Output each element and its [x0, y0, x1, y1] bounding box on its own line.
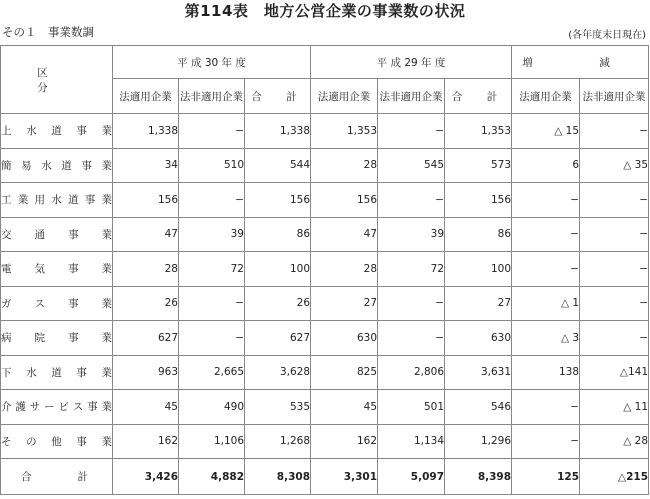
year-h29-header: 平 成 29 年 度 [311, 46, 512, 79]
total-cell: △215 [580, 459, 649, 495]
table-cell: 47 [311, 217, 378, 252]
table-cell: 45 [113, 390, 179, 425]
total-cell: 4,882 [179, 459, 245, 495]
table-cell: − [378, 114, 445, 149]
table-cell: 1,353 [445, 114, 512, 149]
table-row [1, 148, 649, 183]
table-cell: − [580, 114, 649, 149]
table-cell: △ 11 [580, 390, 649, 425]
table-cell: − [512, 390, 580, 425]
as-of-note: (各年度末日現在) [568, 30, 646, 41]
table-cell: 1,268 [245, 424, 311, 459]
col-header: 法非適用企業 [580, 79, 649, 114]
table-cell: − [580, 183, 649, 218]
table-cell: 2,665 [179, 355, 245, 390]
row-label: 電気事業 [1, 252, 113, 287]
total-cell: 3,426 [113, 459, 179, 495]
table-row [1, 183, 649, 218]
table-cell: 45 [311, 390, 378, 425]
total-row [1, 459, 649, 495]
row-label: 病院事業 [1, 321, 113, 356]
table-cell: 156 [245, 183, 311, 218]
table-cell: − [378, 321, 445, 356]
table-cell: 825 [311, 355, 378, 390]
table-cell: △141 [580, 355, 649, 390]
table-row [1, 424, 649, 459]
table-cell: − [512, 183, 580, 218]
table-cell: 963 [113, 355, 179, 390]
total-cell: 125 [512, 459, 580, 495]
table-cell: △ 28 [580, 424, 649, 459]
table-row [1, 390, 649, 425]
col-header: 合 計 [245, 79, 311, 114]
table-cell: 34 [113, 148, 179, 183]
table-cell: 545 [378, 148, 445, 183]
table-cell: 138 [512, 355, 580, 390]
row-label: 上水道事業 [1, 114, 113, 149]
total-cell: 5,097 [378, 459, 445, 495]
total-cell: 3,301 [311, 459, 378, 495]
table-cell: 630 [445, 321, 512, 356]
col-header: 法適用企業 [311, 79, 378, 114]
row-label: 交通事業 [1, 217, 113, 252]
table-cell: △ 15 [512, 114, 580, 149]
table-cell: 490 [179, 390, 245, 425]
table-subtitle: その１ 事業数調 [2, 25, 94, 39]
table-cell: − [378, 286, 445, 321]
table-cell: 1,338 [113, 114, 179, 149]
total-label: 合計 [1, 459, 113, 495]
change-header: 増 減 [512, 46, 649, 79]
table-cell: 28 [113, 252, 179, 287]
table-cell: 6 [512, 148, 580, 183]
table-row [1, 217, 649, 252]
table-row [1, 252, 649, 287]
table-cell: 26 [113, 286, 179, 321]
table-cell: 162 [311, 424, 378, 459]
table-cell: △ 1 [512, 286, 580, 321]
page-title: 第114表 地方公営企業の事業数の状況 [184, 2, 466, 20]
table-row [1, 355, 649, 390]
table-cell: 156 [445, 183, 512, 218]
table-cell: 27 [445, 286, 512, 321]
table-cell: 546 [445, 390, 512, 425]
table-cell: 3,628 [245, 355, 311, 390]
table-cell: − [512, 424, 580, 459]
table-cell: 1,338 [245, 114, 311, 149]
table-cell: 47 [113, 217, 179, 252]
table-cell: 544 [245, 148, 311, 183]
table-row [1, 114, 649, 149]
table-cell: 162 [113, 424, 179, 459]
total-cell: 8,308 [245, 459, 311, 495]
table-cell: 156 [311, 183, 378, 218]
table-cell: − [512, 252, 580, 287]
col-header: 合 計 [445, 79, 512, 114]
table-cell: 86 [245, 217, 311, 252]
table-cell: − [580, 286, 649, 321]
table-cell: 3,631 [445, 355, 512, 390]
row-label: 介護サービス事業 [1, 390, 113, 425]
table-cell: − [580, 217, 649, 252]
row-label: 下水道事業 [1, 355, 113, 390]
table-cell: 28 [311, 148, 378, 183]
table-cell: − [512, 217, 580, 252]
table-cell: 72 [179, 252, 245, 287]
table-cell: − [179, 183, 245, 218]
table-cell: − [378, 183, 445, 218]
table-cell: △ 3 [512, 321, 580, 356]
table-cell: 2,806 [378, 355, 445, 390]
table-cell: 28 [311, 252, 378, 287]
table-cell: 1,106 [179, 424, 245, 459]
table-cell: 100 [245, 252, 311, 287]
table-cell: 501 [378, 390, 445, 425]
table-cell: 535 [245, 390, 311, 425]
table-cell: 627 [245, 321, 311, 356]
table-cell: 1,134 [378, 424, 445, 459]
table-cell: − [580, 252, 649, 287]
table-cell: 630 [311, 321, 378, 356]
table-row [1, 321, 649, 356]
table-cell: 86 [445, 217, 512, 252]
table-cell: 39 [179, 217, 245, 252]
table-cell: 1,296 [445, 424, 512, 459]
col-header: 法適用企業 [512, 79, 580, 114]
row-label: 簡易水道事業 [1, 148, 113, 183]
table-cell: 156 [113, 183, 179, 218]
table-row [1, 286, 649, 321]
business-count-table [0, 45, 649, 495]
category-header: 区 分 [1, 46, 113, 114]
table-cell: − [179, 114, 245, 149]
year-h30-header: 平 成 30 年 度 [113, 46, 311, 79]
col-header: 法非適用企業 [179, 79, 245, 114]
table-cell: − [580, 321, 649, 356]
col-header: 法適用企業 [113, 79, 179, 114]
table-cell: 39 [378, 217, 445, 252]
table-cell: 100 [445, 252, 512, 287]
table-cell: 1,353 [311, 114, 378, 149]
table-cell: 573 [445, 148, 512, 183]
table-cell: △ 35 [580, 148, 649, 183]
row-label: その他事業 [1, 424, 113, 459]
col-header: 法非適用企業 [378, 79, 445, 114]
total-cell: 8,398 [445, 459, 512, 495]
row-label: ガス事業 [1, 286, 113, 321]
table-cell: − [179, 286, 245, 321]
table-cell: 627 [113, 321, 179, 356]
table-cell: 510 [179, 148, 245, 183]
table-cell: 72 [378, 252, 445, 287]
table-cell: − [179, 321, 245, 356]
row-label: 工業用水道事業 [1, 183, 113, 218]
table-cell: 27 [311, 286, 378, 321]
table-cell: 26 [245, 286, 311, 321]
